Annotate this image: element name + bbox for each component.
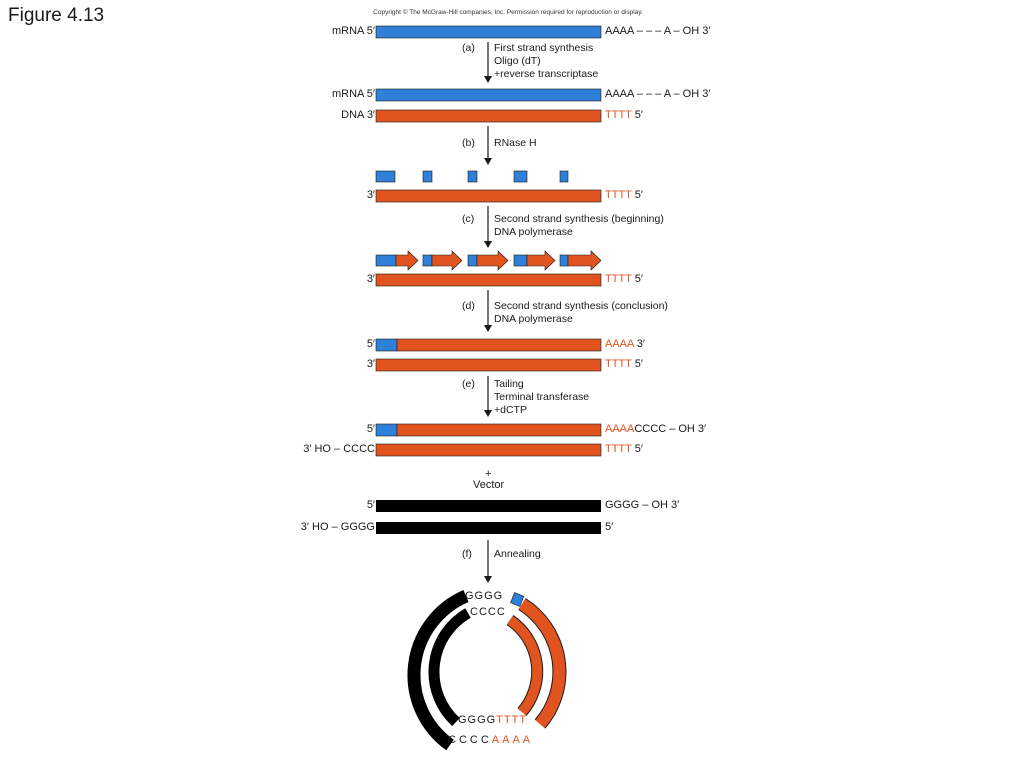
row9-right-label xyxy=(605,443,643,456)
row1-right-label: AAAA – – – A – OH 3′ xyxy=(605,25,711,37)
row4-right-label xyxy=(605,189,643,202)
circle-inner-top-seq: CCCC xyxy=(470,606,506,618)
vector-label: Vector xyxy=(473,479,505,491)
row8-left-label: 5′ xyxy=(366,423,375,435)
end-label: 5′ xyxy=(631,109,643,121)
row4-left-label: 3′ xyxy=(366,189,375,201)
first-dna-strand xyxy=(376,110,601,122)
row3-right-label xyxy=(605,109,643,122)
rna-fragment xyxy=(514,171,527,182)
aaaa-label: AAAA xyxy=(605,423,635,435)
end-label: 5′ xyxy=(631,189,643,201)
gggg-label: GGGG xyxy=(458,714,497,726)
cccc-label: CCCC xyxy=(448,734,492,746)
step-c-text: Second strand synthesis (beginning) DNA polymerase xyxy=(494,213,664,238)
step-a-letter: (a) xyxy=(462,42,475,54)
tailed-primer xyxy=(376,424,397,436)
step-b-letter: (b) xyxy=(462,137,475,149)
row10-left-label: 5′ xyxy=(366,499,375,511)
row2-left-label: mRNA 5′ xyxy=(331,88,375,100)
tttt-label: TTTT xyxy=(605,358,632,370)
row7-right-label xyxy=(605,358,643,371)
step-f-text: Annealing xyxy=(494,548,541,560)
circle-outer-top-seq: GGGG xyxy=(465,590,504,602)
row1-left-label: mRNA 5′ xyxy=(331,25,375,37)
step-b-text: RNase H xyxy=(494,137,537,149)
row9-left-label: 3′ HO – CCCC xyxy=(303,443,375,455)
tailed-first-strand xyxy=(376,444,601,456)
figure-title: Figure 4.13 xyxy=(8,5,105,26)
second-strand-primer xyxy=(376,339,397,351)
copyright-notice: Copyright © The McGraw-Hill companies, Inc. Permission required for reproduction or display. xyxy=(373,9,643,16)
row5-left-label: 3′ xyxy=(366,273,375,285)
row7-left-label: 3′ xyxy=(366,358,375,370)
circle-outer-bottom-seq xyxy=(448,734,533,747)
tttt-label: TTTT xyxy=(605,443,632,455)
end-label: 5′ xyxy=(631,358,643,370)
mrna-strand-2 xyxy=(376,89,601,101)
first-dna-strand-3 xyxy=(376,190,601,202)
aaaa-label: AAAA xyxy=(491,734,534,746)
row6-left-label: 5′ xyxy=(366,338,375,350)
primer-extension-arrows xyxy=(376,251,601,270)
step-e-text: Tailing Terminal transferase +dCTP xyxy=(494,378,590,416)
rna-fragment xyxy=(376,171,395,182)
circle-inner-bottom-seq xyxy=(458,714,527,727)
row5-right-label xyxy=(605,273,643,286)
row10-right-label: GGGG – OH 3′ xyxy=(605,499,680,511)
rna-fragment xyxy=(468,171,477,182)
cccc-tail-label: CCCC – OH 3′ xyxy=(634,423,707,435)
aaaa-label: AAAA xyxy=(605,338,634,350)
row11-right-label: 5′ xyxy=(605,521,614,533)
end-label: 5′ xyxy=(631,273,643,285)
mrna-strand xyxy=(376,26,601,38)
row6-right-label xyxy=(605,338,645,351)
step-f-letter: (f) xyxy=(462,548,472,560)
tailed-second-strand xyxy=(397,424,601,436)
vector-top-strand xyxy=(376,500,601,512)
end-label: 3′ xyxy=(633,338,645,350)
rna-fragment xyxy=(560,171,568,182)
step-e-letter: (e) xyxy=(462,378,475,390)
second-dna-strand xyxy=(397,339,601,351)
row2-right-label: AAAA – – – A – OH 3′ xyxy=(605,88,711,100)
step-c-letter: (c) xyxy=(462,213,475,225)
tttt-label: TTTT xyxy=(605,273,632,285)
end-label: 5′ xyxy=(631,443,643,455)
tttt-label: TTTT xyxy=(496,714,528,726)
first-dna-strand-4 xyxy=(376,274,601,286)
tttt-label: TTTT xyxy=(605,189,632,201)
vector-bottom-strand xyxy=(376,522,601,534)
rna-fragment xyxy=(423,171,432,182)
first-dna-strand-5 xyxy=(376,359,601,371)
step-d-letter: (d) xyxy=(462,300,475,312)
row8-right-label xyxy=(605,423,706,436)
row3-left-label: DNA 3′ xyxy=(341,109,375,121)
step-a-text: First strand synthesis Oligo (dT) +reverse transcriptase xyxy=(494,42,599,80)
tttt-label: TTTT xyxy=(605,109,632,121)
row11-left-label: 3′ HO – GGGG xyxy=(300,521,375,533)
step-d-text: Second strand synthesis (conclusion) DNA polymerase xyxy=(494,300,668,325)
plus-sign: + xyxy=(485,468,492,480)
